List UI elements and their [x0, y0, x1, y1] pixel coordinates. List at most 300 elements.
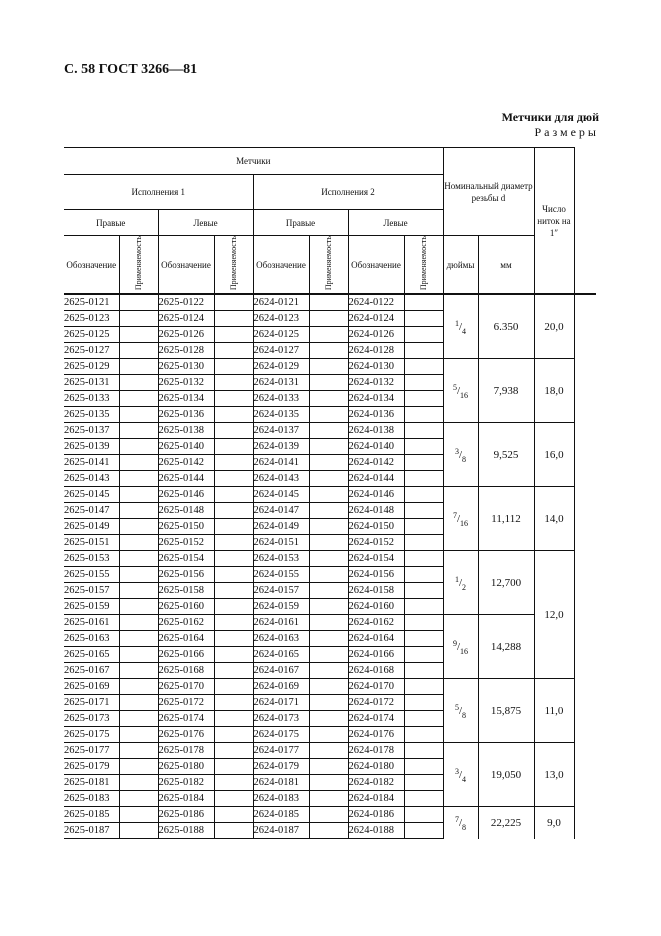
applicability-cell	[404, 823, 443, 839]
designation-cell: 2624-0163	[253, 631, 309, 647]
diameter-inch-cell	[443, 679, 478, 743]
designation-cell: 2625-0160	[158, 599, 214, 615]
designation-cell: 2624-0136	[348, 407, 404, 423]
designation-cell: 2625-0176	[158, 727, 214, 743]
applicability-cell	[309, 807, 348, 823]
applicability-cell	[119, 471, 158, 487]
designation-cell: 2624-0135	[253, 407, 309, 423]
designation-cell: 2624-0158	[348, 583, 404, 599]
applicability-cell	[309, 583, 348, 599]
diameter-mm-cell: 12,700	[478, 551, 534, 615]
designation-cell: 2624-0159	[253, 599, 309, 615]
designation-cell: 2625-0178	[158, 743, 214, 759]
table-row	[64, 551, 596, 567]
designation-cell: 2625-0162	[158, 615, 214, 631]
applicability-cell	[214, 294, 253, 311]
applicability-cell	[404, 343, 443, 359]
designation-cell: 2624-0124	[348, 311, 404, 327]
designation-cell: 2625-0156	[158, 567, 214, 583]
applicability-cell	[404, 487, 443, 503]
designation-cell: 2625-0142	[158, 455, 214, 471]
applicability-cell	[119, 535, 158, 551]
designation-cell: 2624-0138	[348, 423, 404, 439]
applicability-cell	[404, 791, 443, 807]
header-oboznachenie: Обозначение	[348, 236, 404, 295]
designation-cell: 2624-0150	[348, 519, 404, 535]
applicability-cell	[309, 551, 348, 567]
designation-cell: 2625-0127	[64, 343, 119, 359]
designation-cell: 2624-0160	[348, 599, 404, 615]
applicability-cell	[309, 631, 348, 647]
applicability-cell	[404, 423, 443, 439]
applicability-cell	[404, 503, 443, 519]
designation-cell: 2624-0161	[253, 615, 309, 631]
header-right-spacer	[574, 148, 596, 295]
designation-cell: 2625-0179	[64, 759, 119, 775]
designation-cell: 2625-0144	[158, 471, 214, 487]
applicability-cell	[214, 327, 253, 343]
applicability-cell	[214, 743, 253, 759]
applicability-cell	[309, 503, 348, 519]
designation-cell: 2624-0122	[348, 294, 404, 311]
designation-cell: 2624-0182	[348, 775, 404, 791]
applicability-cell	[404, 807, 443, 823]
fraction-slash: /	[458, 816, 463, 829]
applicability-cell	[119, 439, 158, 455]
applicability-cell	[119, 343, 158, 359]
designation-cell: 2624-0151	[253, 535, 309, 551]
applicability-cell	[119, 375, 158, 391]
diameter-mm-cell: 6.350	[478, 294, 534, 359]
applicability-cell	[404, 391, 443, 407]
designation-cell: 2625-0181	[64, 775, 119, 791]
applicability-cell	[404, 535, 443, 551]
applicability-cell	[309, 759, 348, 775]
diameter-mm-cell: 9,525	[478, 423, 534, 487]
applicability-cell	[214, 631, 253, 647]
applicability-cell	[119, 631, 158, 647]
designation-cell: 2624-0154	[348, 551, 404, 567]
applicability-cell	[309, 519, 348, 535]
designation-cell: 2624-0177	[253, 743, 309, 759]
page-header: С. 58 ГОСТ 3266—81	[64, 62, 198, 77]
spec-table	[64, 147, 596, 839]
designation-cell: 2625-0123	[64, 311, 119, 327]
applicability-cell	[309, 327, 348, 343]
designation-cell: 2625-0155	[64, 567, 119, 583]
designation-cell: 2625-0187	[64, 823, 119, 839]
applicability-cell	[309, 823, 348, 839]
designation-cell: 2625-0164	[158, 631, 214, 647]
diameter-mm-cell: 14,288	[478, 615, 534, 679]
applicability-cell	[214, 615, 253, 631]
applicability-cell	[404, 743, 443, 759]
applicability-cell	[214, 503, 253, 519]
designation-cell: 2625-0149	[64, 519, 119, 535]
designation-cell: 2624-0186	[348, 807, 404, 823]
header-mm: мм	[478, 236, 534, 295]
applicability-cell	[214, 391, 253, 407]
designation-cell: 2625-0131	[64, 375, 119, 391]
diameter-inch-cell	[443, 551, 478, 615]
applicability-cell	[309, 487, 348, 503]
designation-cell: 2624-0165	[253, 647, 309, 663]
designation-cell: 2624-0148	[348, 503, 404, 519]
fraction-slash: /	[456, 640, 461, 653]
header-right-1: Правые	[64, 210, 158, 236]
designation-cell: 2624-0167	[253, 663, 309, 679]
applicability-cell	[309, 375, 348, 391]
applicability-cell	[214, 583, 253, 599]
fraction-denominator: 8	[462, 822, 467, 832]
applicability-cell	[214, 487, 253, 503]
designation-cell: 2624-0172	[348, 695, 404, 711]
designation-cell: 2624-0152	[348, 535, 404, 551]
fraction-numerator: 7	[454, 814, 459, 824]
designation-cell: 2625-0170	[158, 679, 214, 695]
applicability-cell	[309, 359, 348, 375]
applicability-cell	[309, 423, 348, 439]
designation-cell: 2625-0128	[158, 343, 214, 359]
applicability-cell	[309, 791, 348, 807]
applicability-cell	[214, 791, 253, 807]
designation-cell: 2625-0132	[158, 375, 214, 391]
applicability-cell	[214, 407, 253, 423]
header-primenyaemost	[404, 236, 443, 295]
designation-cell: 2624-0143	[253, 471, 309, 487]
applicability-cell	[214, 775, 253, 791]
fraction-denominator: 2	[462, 582, 467, 592]
applicability-cell	[404, 663, 443, 679]
designation-cell: 2625-0151	[64, 535, 119, 551]
designation-cell: 2625-0140	[158, 439, 214, 455]
designation-cell: 2624-0147	[253, 503, 309, 519]
fraction-numerator: 5	[452, 382, 457, 392]
applicability-cell	[119, 663, 158, 679]
applicability-cell	[404, 679, 443, 695]
designation-cell: 2625-0159	[64, 599, 119, 615]
table-body	[64, 294, 596, 839]
applicability-cell	[119, 615, 158, 631]
diameter-mm-cell: 15,875	[478, 679, 534, 743]
applicability-cell	[214, 471, 253, 487]
header-right-2: Правые	[253, 210, 348, 236]
applicability-cell	[309, 647, 348, 663]
designation-cell: 2625-0168	[158, 663, 214, 679]
fraction-numerator: 9	[452, 638, 457, 648]
applicability-cell	[404, 647, 443, 663]
designation-cell: 2624-0126	[348, 327, 404, 343]
applicability-cell	[309, 663, 348, 679]
applicability-cell	[309, 599, 348, 615]
applicability-cell	[309, 455, 348, 471]
designation-cell: 2625-0134	[158, 391, 214, 407]
designation-cell: 2624-0142	[348, 455, 404, 471]
designation-cell: 2624-0139	[253, 439, 309, 455]
diameter-inch-cell	[443, 294, 478, 359]
applicability-cell	[119, 759, 158, 775]
applicability-cell	[119, 583, 158, 599]
designation-cell: 2625-0138	[158, 423, 214, 439]
designation-cell: 2624-0176	[348, 727, 404, 743]
header-ispolnenie-1: Исполнения 1	[64, 175, 253, 210]
header-nominal-diameter: Номинальный диаметр резьбы d	[443, 148, 534, 236]
designation-cell: 2625-0174	[158, 711, 214, 727]
designation-cell: 2625-0154	[158, 551, 214, 567]
threads-per-inch-cell: 18,0	[534, 359, 574, 423]
applicability-cell	[404, 407, 443, 423]
applicability-cell	[119, 407, 158, 423]
applicability-cell	[214, 711, 253, 727]
applicability-cell	[309, 679, 348, 695]
designation-cell: 2625-0150	[158, 519, 214, 535]
fraction-denominator: 16	[460, 390, 469, 400]
designation-cell: 2625-0143	[64, 471, 119, 487]
diameter-mm-cell: 11,112	[478, 487, 534, 551]
designation-cell: 2625-0166	[158, 647, 214, 663]
designation-cell: 2625-0188	[158, 823, 214, 839]
designation-cell: 2625-0161	[64, 615, 119, 631]
designation-cell: 2625-0183	[64, 791, 119, 807]
threads-per-inch-cell: 13,0	[534, 743, 574, 807]
applicability-cell	[214, 599, 253, 615]
fraction-numerator: 3	[454, 446, 459, 456]
designation-cell: 2624-0187	[253, 823, 309, 839]
applicability-cell	[404, 615, 443, 631]
designation-cell: 2624-0185	[253, 807, 309, 823]
primenyaemost-label: Применяемость	[229, 236, 238, 291]
applicability-cell	[309, 535, 348, 551]
designation-cell: 2624-0128	[348, 343, 404, 359]
fraction-denominator: 4	[462, 774, 467, 784]
applicability-cell	[214, 727, 253, 743]
applicability-cell	[119, 327, 158, 343]
applicability-cell	[119, 311, 158, 327]
applicability-cell	[214, 535, 253, 551]
applicability-cell	[119, 807, 158, 823]
designation-cell: 2624-0181	[253, 775, 309, 791]
applicability-cell	[309, 343, 348, 359]
table-row	[64, 743, 596, 759]
table-row	[64, 359, 596, 375]
table-row	[64, 487, 596, 503]
threads-per-inch-cell: 14,0	[534, 487, 574, 551]
fraction-slash: /	[458, 320, 463, 333]
diameter-inch-cell	[443, 615, 478, 679]
diameter-inch-cell	[443, 359, 478, 423]
fraction-denominator: 8	[462, 454, 467, 464]
applicability-cell	[214, 519, 253, 535]
applicability-cell	[214, 343, 253, 359]
designation-cell: 2625-0186	[158, 807, 214, 823]
applicability-cell	[119, 359, 158, 375]
applicability-cell	[214, 695, 253, 711]
applicability-cell	[214, 759, 253, 775]
designation-cell: 2625-0121	[64, 294, 119, 311]
applicability-cell	[119, 727, 158, 743]
applicability-cell	[404, 439, 443, 455]
designation-cell: 2625-0169	[64, 679, 119, 695]
applicability-cell	[404, 567, 443, 583]
applicability-cell	[214, 679, 253, 695]
designation-cell: 2625-0175	[64, 727, 119, 743]
designation-cell: 2624-0146	[348, 487, 404, 503]
applicability-cell	[214, 311, 253, 327]
fraction-slash: /	[456, 512, 461, 525]
designation-cell: 2624-0134	[348, 391, 404, 407]
applicability-cell	[214, 807, 253, 823]
applicability-cell	[404, 327, 443, 343]
applicability-cell	[404, 455, 443, 471]
designation-cell: 2625-0182	[158, 775, 214, 791]
applicability-cell	[404, 599, 443, 615]
designation-cell: 2624-0170	[348, 679, 404, 695]
table-row	[64, 807, 596, 823]
applicability-cell	[214, 823, 253, 839]
fraction-denominator: 8	[462, 710, 467, 720]
applicability-cell	[119, 551, 158, 567]
designation-cell: 2624-0121	[253, 294, 309, 311]
designation-cell: 2624-0184	[348, 791, 404, 807]
table-row	[64, 679, 596, 695]
designation-cell: 2625-0137	[64, 423, 119, 439]
fraction-slash: /	[456, 384, 461, 397]
designation-cell: 2624-0162	[348, 615, 404, 631]
applicability-cell	[119, 823, 158, 839]
threads-per-inch-cell: 12,0	[534, 551, 574, 679]
designation-cell: 2624-0155	[253, 567, 309, 583]
right-spacer-column	[574, 294, 596, 839]
applicability-cell	[214, 455, 253, 471]
header-left-2: Левые	[348, 210, 443, 236]
applicability-cell	[119, 679, 158, 695]
diameter-mm-cell: 7,938	[478, 359, 534, 423]
designation-cell: 2625-0135	[64, 407, 119, 423]
applicability-cell	[119, 487, 158, 503]
header-primenyaemost	[214, 236, 253, 295]
header-oboznachenie: Обозначение	[64, 236, 119, 295]
applicability-cell	[119, 455, 158, 471]
applicability-cell	[309, 439, 348, 455]
applicability-cell	[214, 439, 253, 455]
applicability-cell	[309, 407, 348, 423]
designation-cell: 2625-0133	[64, 391, 119, 407]
designation-cell: 2625-0177	[64, 743, 119, 759]
applicability-cell	[309, 471, 348, 487]
header-primenyaemost	[119, 236, 158, 295]
fraction-slash: /	[458, 576, 463, 589]
applicability-cell	[119, 519, 158, 535]
designation-cell: 2625-0157	[64, 583, 119, 599]
designation-cell: 2625-0125	[64, 327, 119, 343]
designation-cell: 2624-0131	[253, 375, 309, 391]
designation-cell: 2625-0122	[158, 294, 214, 311]
applicability-cell	[214, 663, 253, 679]
fraction-numerator: 1	[454, 318, 459, 328]
designation-cell: 2625-0153	[64, 551, 119, 567]
applicability-cell	[404, 631, 443, 647]
header-oboznachenie: Обозначение	[158, 236, 214, 295]
designation-cell: 2625-0165	[64, 647, 119, 663]
designation-cell: 2625-0184	[158, 791, 214, 807]
designation-cell: 2624-0180	[348, 759, 404, 775]
fraction-numerator: 3	[454, 766, 459, 776]
applicability-cell	[404, 471, 443, 487]
table-subtitle: Размеры	[534, 125, 599, 139]
designation-cell: 2624-0178	[348, 743, 404, 759]
designation-cell: 2625-0136	[158, 407, 214, 423]
designation-cell: 2625-0126	[158, 327, 214, 343]
fraction-numerator: 5	[454, 702, 459, 712]
applicability-cell	[404, 727, 443, 743]
header-oboznachenie: Обозначение	[253, 236, 309, 295]
designation-cell: 2625-0145	[64, 487, 119, 503]
designation-cell: 2625-0141	[64, 455, 119, 471]
applicability-cell	[214, 375, 253, 391]
designation-cell: 2625-0173	[64, 711, 119, 727]
diameter-inch-cell	[443, 423, 478, 487]
applicability-cell	[404, 759, 443, 775]
applicability-cell	[309, 775, 348, 791]
designation-cell: 2624-0164	[348, 631, 404, 647]
fraction-numerator: 1	[454, 574, 459, 584]
designation-cell: 2624-0171	[253, 695, 309, 711]
primenyaemost-label: Применяемость	[419, 236, 428, 291]
threads-per-inch-cell: 11,0	[534, 679, 574, 743]
designation-cell: 2624-0169	[253, 679, 309, 695]
applicability-cell	[404, 375, 443, 391]
fraction-slash: /	[458, 768, 463, 781]
applicability-cell	[119, 503, 158, 519]
table-row	[64, 294, 596, 311]
threads-per-inch-cell: 9,0	[534, 807, 574, 839]
designation-cell: 2625-0129	[64, 359, 119, 375]
applicability-cell	[119, 391, 158, 407]
applicability-cell	[309, 727, 348, 743]
designation-cell: 2624-0137	[253, 423, 309, 439]
header-primenyaemost	[309, 236, 348, 295]
applicability-cell	[309, 311, 348, 327]
designation-cell: 2624-0123	[253, 311, 309, 327]
designation-cell: 2625-0167	[64, 663, 119, 679]
applicability-cell	[119, 791, 158, 807]
applicability-cell	[404, 711, 443, 727]
fraction-slash: /	[458, 448, 463, 461]
applicability-cell	[119, 599, 158, 615]
designation-cell: 2624-0140	[348, 439, 404, 455]
designation-cell: 2624-0174	[348, 711, 404, 727]
applicability-cell	[119, 423, 158, 439]
designation-cell: 2624-0179	[253, 759, 309, 775]
designation-cell: 2625-0158	[158, 583, 214, 599]
designation-cell: 2624-0168	[348, 663, 404, 679]
applicability-cell	[404, 359, 443, 375]
designation-cell: 2624-0157	[253, 583, 309, 599]
designation-cell: 2625-0171	[64, 695, 119, 711]
applicability-cell	[214, 551, 253, 567]
applicability-cell	[404, 695, 443, 711]
designation-cell: 2625-0147	[64, 503, 119, 519]
designation-cell: 2624-0153	[253, 551, 309, 567]
primenyaemost-label: Применяемость	[134, 236, 143, 291]
designation-cell: 2624-0166	[348, 647, 404, 663]
designation-cell: 2625-0148	[158, 503, 214, 519]
designation-cell: 2624-0127	[253, 343, 309, 359]
designation-cell: 2624-0133	[253, 391, 309, 407]
primenyaemost-label: Применяемость	[324, 236, 333, 291]
diameter-inch-cell	[443, 743, 478, 807]
designation-cell: 2625-0152	[158, 535, 214, 551]
